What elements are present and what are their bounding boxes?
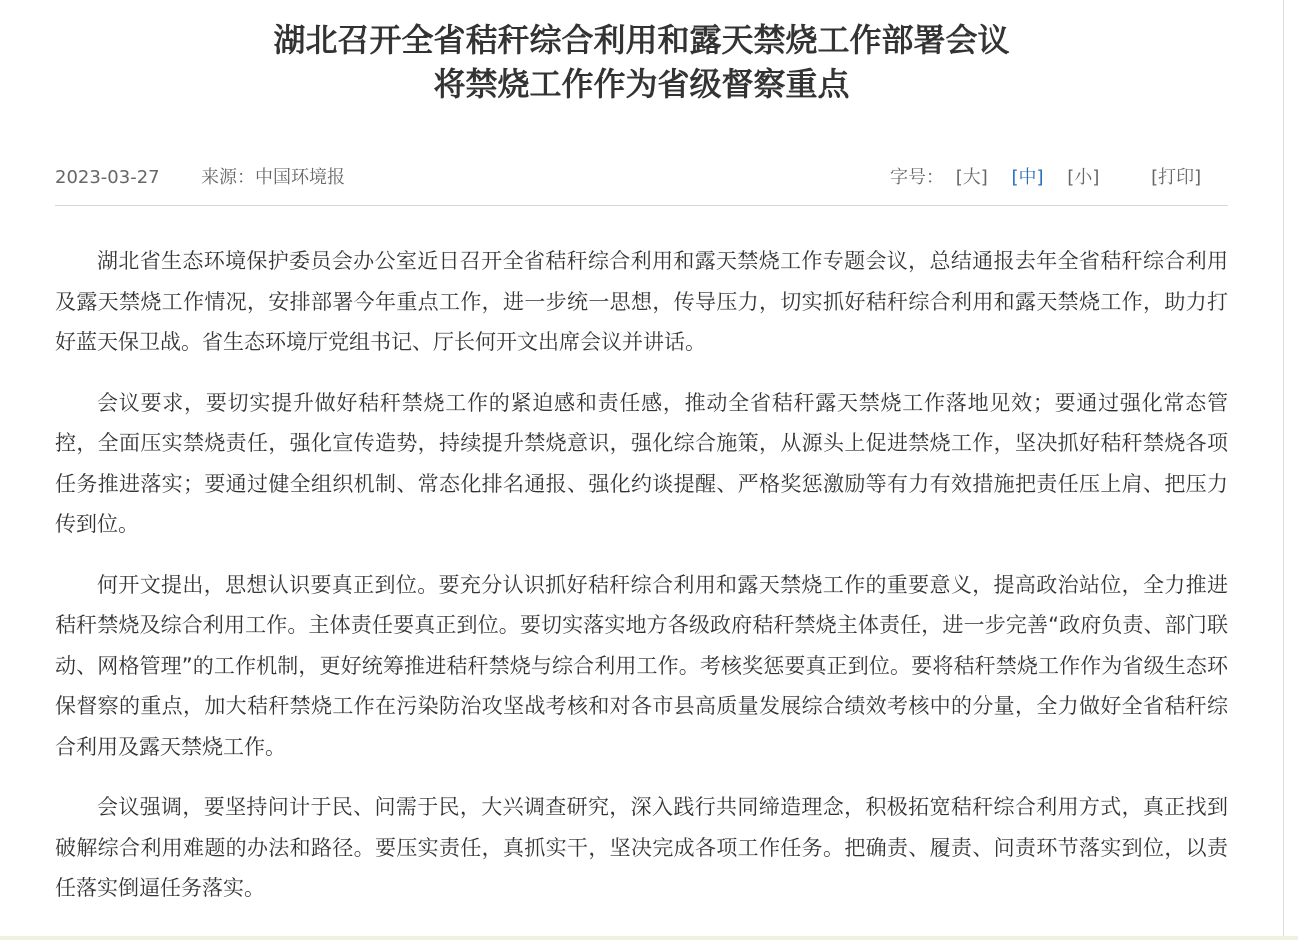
article-meta (55, 163, 1228, 193)
title-line-2: 将禁烧工作作为省级督察重点 (433, 65, 850, 103)
article-source: 来源：中国环境报 (201, 167, 345, 188)
paragraph: 何开文提出，思想认识要真正到位。要充分认识抓好秸秆综合利用和露天禁烧工作的重要意义，提高政治站位，全力推进秸秆禁烧及综合利用工作。主体责任要真正到位。要切实落实地方各级政府秸秆禁烧主体责任，进一步完善“政府负责、部门联动、网格管理”的工作机制，更好统筹推进秸秆禁烧与综合利用工作。考核奖惩要真正到位。要将秸秆禁烧工作作为省级生态环保督察的重点，加大秸秆禁烧工作在污染防治攻坚战考核和对各市县高质量发展综合绩效考核中的分量，全力做好全省秸秆综合利用及露天禁烧工作。 (55, 572, 1228, 759)
publish-date: 2023-03-27 (55, 167, 160, 188)
meta-divider (55, 205, 1228, 206)
bottom-strip (0, 936, 1298, 940)
article-body (55, 241, 1228, 929)
paragraph: 会议要求，要切实提升做好秸秆禁烧工作的紧迫感和责任感，推动全省秸秆露天禁烧工作落地见效；要通过强化常态管控，全面压实禁烧责任，强化宣传造势，持续提升禁烧意识，强化综合施策，从源头上促进禁烧工作，坚决抓好秸秆禁烧各项任务推进落实；要通过健全组织机制、常态化排名通报、强化约谈提醒、严格奖惩激励等有力有效措施把责任压上肩、把压力传到位。 (55, 390, 1228, 536)
print-button[interactable]: [打印] (1151, 167, 1202, 188)
article-tools (890, 163, 1201, 193)
font-size-label: 字号： (890, 167, 944, 188)
font-size-large-button[interactable]: [大] (955, 167, 988, 188)
font-size-medium-button[interactable]: [中] (1011, 167, 1044, 188)
font-size-small-button[interactable]: [小] (1067, 167, 1100, 188)
article (55, 0, 1228, 900)
paragraph: 会议强调，要坚持问计于民、问需于民，大兴调查研究，深入践行共同缔造理念，积极拓宽秸秆综合利用方式，真正找到破解综合利用难题的办法和路径。要压实责任，真抓实干，坚决完成各项工作任务。把确责、履责、问责环节落实到位，以责任落实倒逼任务落实。 (55, 795, 1228, 900)
paragraph: 湖北省生态环境保护委员会办公室近日召开全省秸秆综合利用和露天禁烧工作专题会议，总结通报去年全省秸秆综合利用及露天禁烧工作情况，安排部署今年重点工作，进一步统一思想，传导压力，切实抓好秸秆综合利用和露天禁烧工作，助力打好蓝天保卫战。省生态环境厅党组书记、厅长何开文出席会议并讲话。 (55, 249, 1228, 354)
title-line-1: 湖北召开全省秸秆综合利用和露天禁烧工作部署会议 (273, 21, 1010, 59)
article-title (55, 0, 1228, 106)
